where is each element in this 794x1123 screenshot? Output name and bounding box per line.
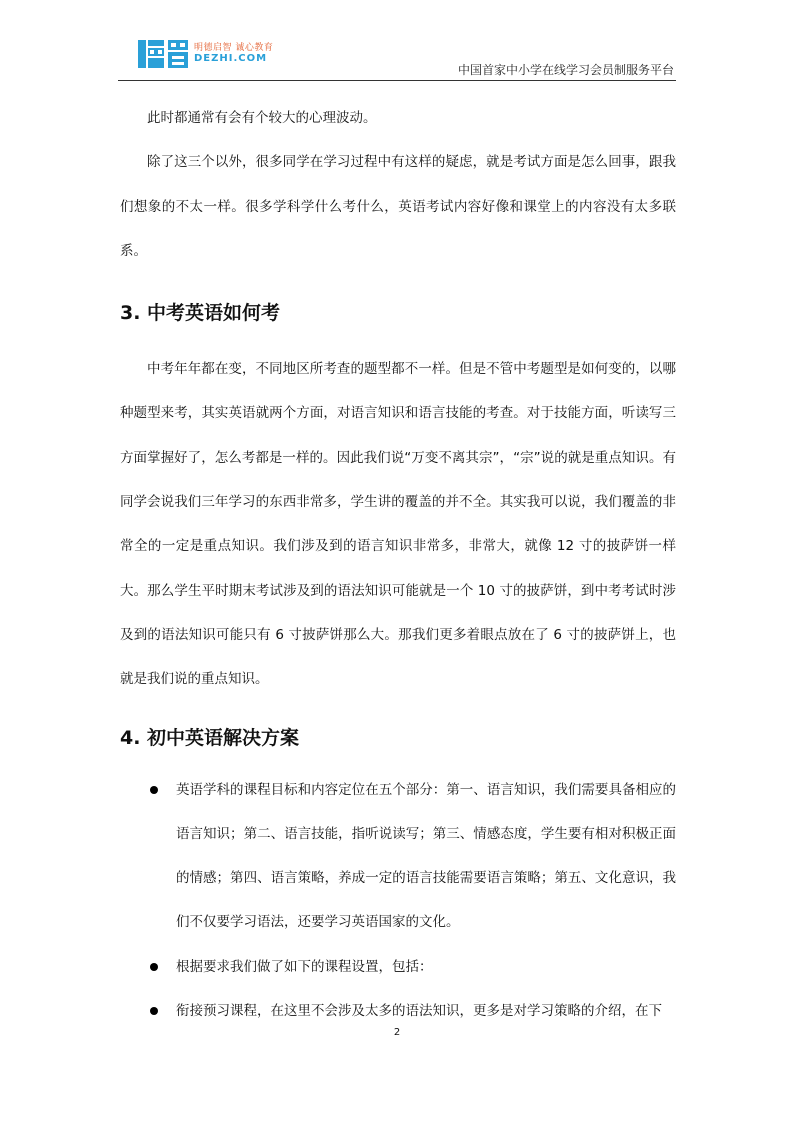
- bullet-dot-icon: [150, 963, 158, 971]
- bullet-text: 英语学科的课程目标和内容定位在五个部分：第一、语言知识，我们需要具备相应的语言知识；第二、语言技能，指听说读写；第三、情感态度，学生要有相对积极正面的情感；第四、语言策略，养成一定的语言技能需要语言策略；第五、文化意识，我们不仅要学习语法，还要学习英语国家的文化。: [176, 781, 676, 931]
- bullet-dot-icon: [150, 1007, 158, 1015]
- dezhi-logo: [138, 38, 278, 72]
- intro-paragraph-2: 除了这三个以外，很多同学在学习过程中有这样的疑虑，就是考试方面是怎么回事，跟我们想象的不太一样。很多学科学什么考什么，英语考试内容好像和课堂上的内容没有太多联系。: [120, 154, 676, 259]
- logo-slogan: 明德启智 诚心教育: [194, 43, 274, 53]
- logo-domain: DEZHI.COM: [194, 53, 268, 64]
- section-3-heading: 3. 中考英语如何考: [120, 302, 281, 325]
- bullet-item: [120, 768, 676, 945]
- intro-paragraph-1: 此时都通常有会有个较大的心理波动。: [147, 110, 377, 126]
- section-3-paragraph: 中考年年都在变，不同地区所考查的题型都不一样。但是不管中考题型是如何变的，以哪种题型来考，其实英语就两个方面，对语言知识和语言技能的考查。对于技能方面，听读写三方面掌握好了，怎么考都是一样的。因此我们说“万变不离其宗”，“宗”说的就是重点知识。有同学会说我们三年学习的东西非常多，学生讲的覆盖的并不全。其实我可以说，我们覆盖的非常全的一定是重点知识。我们涉及到的语言知识非常多，非常大，就像 12 寸的披萨饼一样大。那么学生平时期末考试涉及到的语法知识可能就是一个 10 寸的披萨饼，到中考考试时涉及到的语法知识可能只有 6 寸披萨饼那么大。那我们更多着眼点放在了 6 寸的披萨饼上，也就是我们说的重点知识。: [120, 361, 676, 688]
- section-4-heading: 4. 初中英语解决方案: [120, 726, 300, 749]
- header-tagline: 中国首家中小学在线学习会员制服务平台: [457, 63, 674, 77]
- page-header: [118, 34, 676, 81]
- document-body: [120, 96, 676, 1033]
- bullet-dot-icon: [150, 786, 158, 794]
- bullet-item: [120, 945, 676, 989]
- section-4-bullet-list: [120, 768, 676, 1034]
- bullet-text: 根据要求我们做了如下的课程设置，包括：: [176, 958, 433, 975]
- page-number: 2: [393, 1027, 401, 1038]
- dezhi-logo-mark-icon: [138, 38, 190, 70]
- bullet-text: 衔接预习课程，在这里不会涉及太多的语法知识，更多是对学习策略的介绍，在下: [176, 1003, 662, 1020]
